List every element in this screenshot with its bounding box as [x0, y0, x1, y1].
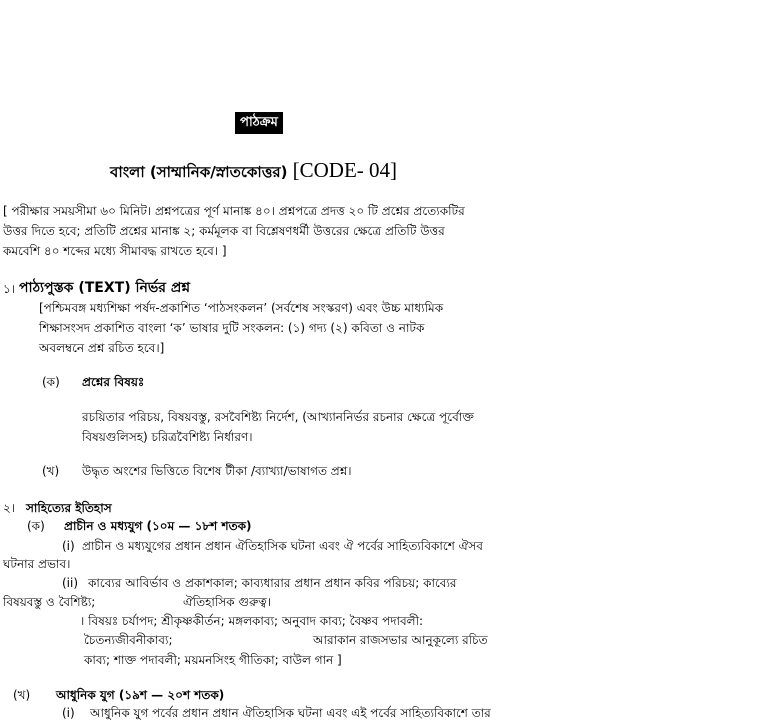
section1-sub-b-label: (খ) [42, 464, 60, 478]
section1-sub-a-text-2: বিষয়গুলিসহ) চরিত্রবৈশিষ্ট্য নির্ধারণ। [82, 430, 253, 444]
section1-desc-1: [পশ্চিমবঙ্গ মধ্যশিক্ষা পর্ষদ-প্রকাশিত ‘পাঠসংকলন’ (সর্বশেষ সংস্করণ) এবং উচ্চ মাধ্যমিক [39, 301, 444, 315]
section2-sub-b-label: (খ) [13, 688, 31, 702]
section2-topics-line-1: । বিষয়ঃ চর্যাপদ; শ্রীকৃষ্ণকীর্তন; মঙ্গলকাব্য; অনুবাদ কাব্য; বৈষ্ণব পদাবলী: [80, 614, 424, 628]
instruction-line-2: উত্তর দিতে হবে; প্রতিটি প্রশ্নের মানাঙ্ক ২; কর্মমূলক বা বিশ্লেষণধর্মী উত্তরের ক্ষেত্রে প্রতিটি উত্তর [3, 224, 445, 238]
section2-item-ii-text: কাব্যের আবির্ভাব ও প্রকাশকাল; কাব্যধারার প্রধান প্রধান কবির পরিচয়; কাব্যের [88, 576, 457, 590]
section1-desc-2: শিক্ষাসংসদ প্রকাশিত বাংলা ‘ক’ ভাষার দুটি সংকলন: (১) গদ্য (২) কবিতা ও নাটক [39, 321, 425, 335]
section1-desc-3: অবলম্বনে প্রশ্ন রচিত হবে।] [39, 341, 165, 355]
subject-code: [CODE- 04] [292, 158, 398, 182]
instruction-line-1: [ পরীক্ষার সময়সীমা ৬০ মিনিট। প্রশ্নপত্রের পূর্ণ মানাঙ্ক ৪০। প্রশ্নপত্রে প্রদত্ত ২০ টি প্রশ্নের প্রত্যেকটির [3, 204, 465, 218]
section2-item-i-text: প্রাচীন ও মধ্যযুগের প্রধান প্রধান ঐতিহাসিক ঘটনা এবং ঐ পর্বের সাহিত্যবিকাশে ঐসব [82, 539, 483, 553]
instruction-line-3: কমবেশি ৪০ শব্দের মধ্যে সীমাবদ্ধ রাখতে হবে। ] [3, 244, 227, 258]
section2-topics-line-3: কাব্য; শাক্ত পদাবলী; ময়মনসিংহ গীতিকা; বাউল গান ] [84, 653, 342, 667]
section1-number: ১। [3, 282, 16, 296]
section2-sub-a-label: (ক) [27, 519, 45, 533]
section2-item-ii-cont-right: ঐতিহাসিক গুরুত্ব। [183, 595, 272, 609]
subject-title: বাংলা (সাম্মানিক/স্নাতকোত্তর) [110, 163, 288, 181]
section1-sub-a-text-1: রচয়িতার পরিচয়, বিষয়বস্তু, রসবৈশিষ্ট্য নির্দেশ, (আখ্যাননির্ভর রচনার ক্ষেত্রে পূর্বোক্ত [82, 410, 474, 424]
section1-sub-a-label: (ক) [42, 375, 60, 389]
section2-item-i-label: (i) [62, 539, 75, 553]
section2-sub-b-title: আধুনিক যুগ (১৯শ — ২০শ শতক) [56, 688, 225, 702]
section2-item-b-i-label: (i) [62, 706, 75, 720]
section2-item-ii-cont-left: বিষয়বস্তু ও বৈশিষ্ট্য; [3, 595, 96, 609]
section2-sub-a-title: প্রাচীন ও মধ্যযুগ (১০ম — ১৮শ শতক) [64, 519, 252, 533]
syllabus-label: পাঠক্রম [235, 112, 283, 134]
section2-topics-line-2-right: আরাকান রাজসভার আনুকূল্যে রচিত [313, 633, 488, 647]
section2-heading: সাহিত্যের ইতিহাস [26, 501, 112, 515]
section1-sub-a-title: প্রশ্নের বিষয়ঃ [82, 375, 145, 389]
section2-item-b-i-text: আধুনিক যুগ পর্বের প্রধান প্রধান ঐতিহাসিক ঘটনা এবং এই পর্বের সাহিত্যবিকাশে তার [90, 706, 491, 720]
section2-topics-line-2-left: চৈতন্যজীবনীকাব্য; [84, 633, 173, 647]
section2-item-ii-label: (ii) [62, 576, 79, 590]
section1-heading: পাঠ্যপুস্তক (TEXT) নির্ভর প্রশ্ন [19, 280, 191, 296]
page-title [110, 158, 397, 186]
section2-number: ২। [3, 501, 16, 515]
section2-item-i-cont: ঘটনার প্রভাব। [3, 557, 71, 571]
section1-sub-b-text: উদ্ধৃত অংশের ভিত্তিতে বিশেষ টীকা /ব্যাখ্যা/ভাষাগত প্রশ্ন। [82, 464, 352, 478]
